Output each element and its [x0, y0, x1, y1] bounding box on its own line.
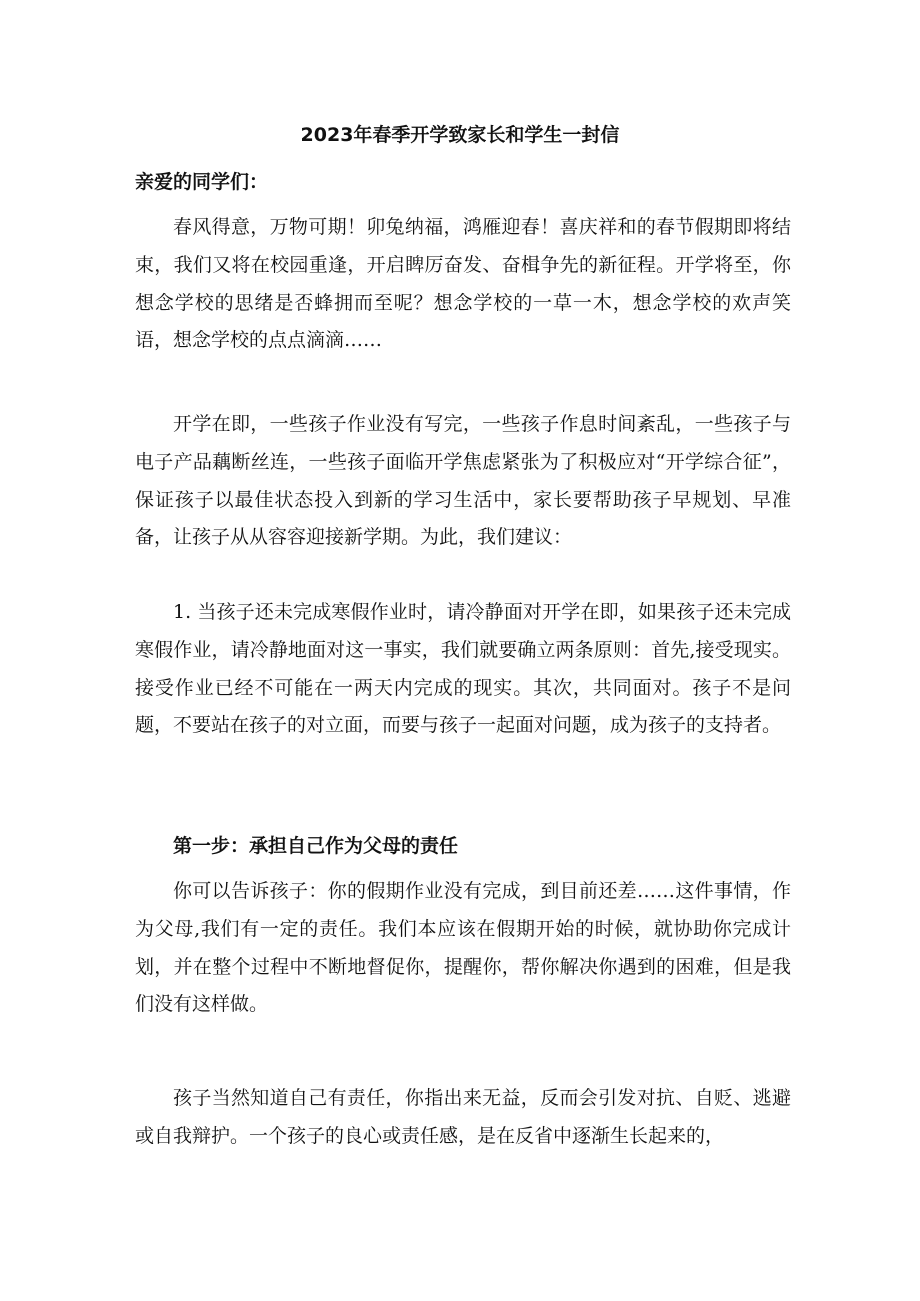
paragraph-step1-responsibility: 孩子当然知道自己有责任，你指出来无益，反而会引发对抗、自贬、逃避或自我辩护。一个孩子的良心或责任感，是在反省中逐渐生长起来的，	[135, 1087, 791, 1147]
paragraph-suggestion-1: 1. 当孩子还未完成寒假作业时，请冷静面对开学在即，如果孩子还未完成寒假作业，请冷静地面对这一事实，我们就要确立两条原则：首先,接受现实。接受作业已经不可能在一两天内完成的现实。其次，共同面对。孩子不是问题，不要站在孩子的对立面，而要与孩子一起面对问题，成为孩子的支持者。	[135, 601, 791, 737]
salutation: 亲爱的同学们：	[135, 171, 269, 193]
document-title: 2023年春季开学致家长和学生一封信	[300, 124, 620, 146]
paragraph-concerns: 开学在即，一些孩子作业没有写完，一些孩子作息时间紊乱，一些孩子与电子产品藕断丝连，一些孩子面临开学焦虑紧张为了积极应对“开学综合征”，保证孩子以最佳状态投入到新的学习生活中，家长要帮助孩子早规划、早准备，让孩子从从容容迎接新学期。为此，我们建议：	[135, 413, 791, 549]
paragraph-opening: 春风得意，万物可期！卯兔纳福，鸿雁迎春！喜庆祥和的春节假期即将结束，我们又将在校园重逢，开启睥厉奋发、奋楫争先的新征程。开学将至，你想念学校的思绪是否蜂拥而至呢？想念学校的一草一木，想念学校的欢声笑语，想念学校的点点滴滴……	[135, 216, 791, 352]
paragraph-step1-tell-child: 你可以告诉孩子：你的假期作业没有完成，到目前还差……这件事情，作为父母,我们有一定的责任。我们本应该在假期开始的时候，就协助你完成计划，并在整个过程中不断地督促你，提醒你，帮你解决你遇到的困难，但是我们没有这样做。	[135, 880, 791, 1016]
step1-heading: 第一步：承担自己作为父母的责任	[173, 835, 459, 857]
